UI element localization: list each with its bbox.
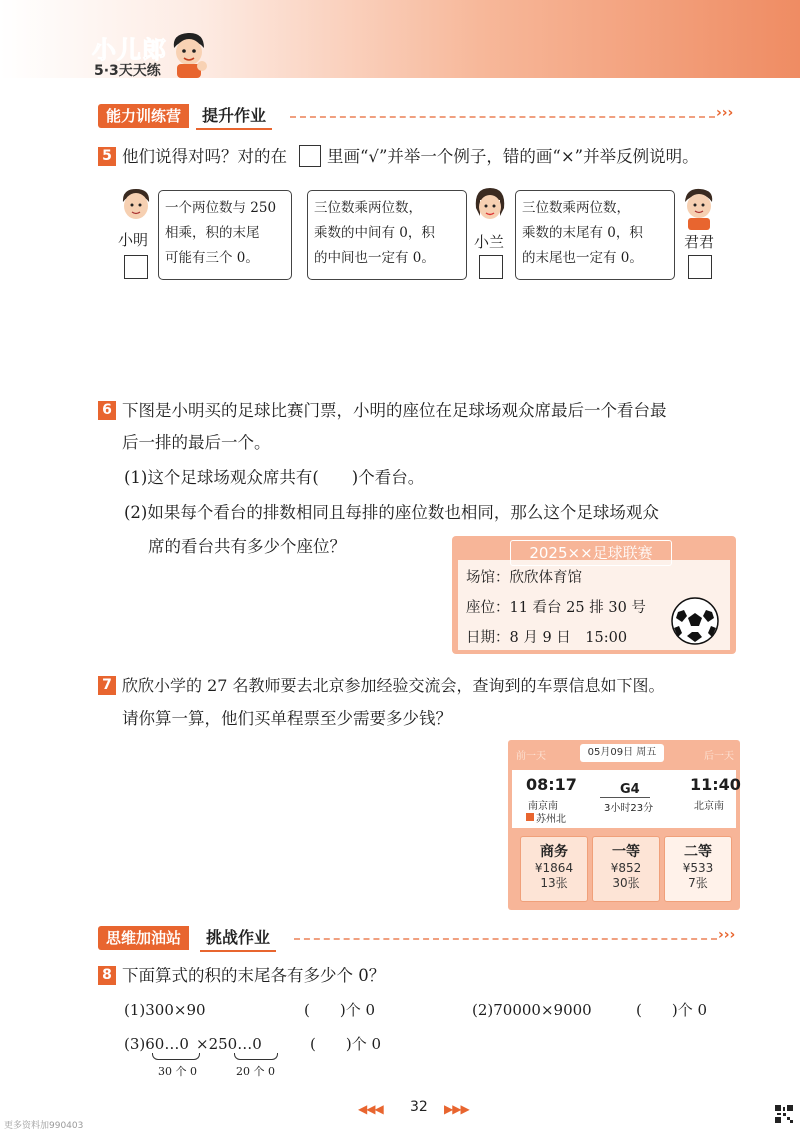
q5-text-b: 里画“√”并举一个例子，错的画“×”并举反例说明。 <box>327 147 699 166</box>
prev-page-icon[interactable]: ◀◀◀ <box>358 1102 383 1116</box>
seat-price: ¥533 <box>682 861 714 875</box>
q8-item2-expr: (2)70000×9000 <box>472 1001 592 1019</box>
underbrace-a <box>152 1053 200 1060</box>
section-arrow-icon: ››› <box>718 927 736 943</box>
next-day-link[interactable]: 后一天 <box>704 751 734 762</box>
ticket-title: 2025××足球联赛 <box>510 540 672 566</box>
seat-class-name: 一等 <box>612 844 640 860</box>
speech-bubble-xiaoming <box>158 190 292 280</box>
q8-item3-expr-b: ×250…0 <box>196 1035 262 1053</box>
qr-code-icon <box>774 1104 794 1124</box>
q6-sub1: (1)这个足球场观众席共有( )个看台。 <box>124 468 425 487</box>
q5-example-checkbox <box>299 145 321 167</box>
q5-text-a: 他们说得对吗？对的在 <box>122 147 287 166</box>
question-number-7: 7 <box>98 676 116 695</box>
bubble-line: 相乘，积的末尾 <box>165 225 260 241</box>
ticket-seat: 座位：11 看台 25 排 30 号 <box>466 600 646 616</box>
answer-checkbox-xiaolan[interactable] <box>479 255 503 279</box>
mascot-icon <box>168 30 210 80</box>
q8-note-a: 30 个 0 <box>158 1065 197 1078</box>
section-arrow-icon: ››› <box>716 105 734 121</box>
ticket-date: 日期：8 月 9 日 15:00 <box>466 630 628 646</box>
bubble-line: 的末尾也一定有 0。 <box>522 250 643 266</box>
seat-count: 7张 <box>688 876 708 890</box>
bubble-line: 三位数乘两位数， <box>522 200 630 216</box>
answer-checkbox-junjun[interactable] <box>688 255 712 279</box>
q7-line1: 欣欣小学的 27 名教师要去北京参加经验交流会，查询到的车票信息如下图。 <box>122 676 665 695</box>
seat-class-name: 二等 <box>684 844 712 860</box>
page-number: 32 <box>410 1099 428 1115</box>
question-number-8: 8 <box>98 966 116 985</box>
depart-time: 08:17 <box>526 775 577 794</box>
route-line <box>600 797 650 798</box>
section-subtitle-improve: 提升作业 <box>196 104 272 130</box>
train-date-selector[interactable]: 05月09日 周五 <box>580 744 664 762</box>
kid-name-xiaolan: 小兰 <box>474 233 505 251</box>
q8-item1-answer: ( )个 0 <box>304 1001 376 1019</box>
next-page-icon[interactable]: ▶▶▶ <box>444 1102 469 1116</box>
train-number: G4 <box>620 782 640 797</box>
seat-class-business[interactable] <box>520 836 588 902</box>
kid-name-junjun: 君君 <box>684 233 715 251</box>
seat-count: 30张 <box>612 876 640 890</box>
speech-bubble-xiaolan <box>307 190 467 280</box>
question-number-5: 5 <box>98 147 116 166</box>
bubble-line: 三位数乘两位数， <box>314 200 422 216</box>
bubble-line: 乘数的末尾有 0，积 <box>522 225 643 241</box>
question-number-6: 6 <box>98 401 116 420</box>
seat-class-name: 商务 <box>540 844 568 860</box>
section-divider <box>294 938 717 940</box>
bubble-line: 一个两位数与 250 <box>165 200 277 216</box>
q8-note-b: 20 个 0 <box>236 1065 275 1078</box>
q6-line2: 后一排的最后一个。 <box>122 433 271 452</box>
via-station: 苏州北 <box>536 814 566 825</box>
seat-price: ¥1864 <box>534 861 574 875</box>
depart-station: 南京南 <box>528 801 558 812</box>
arrive-station: 北京南 <box>694 801 724 812</box>
seat-class-second[interactable] <box>664 836 732 902</box>
bubble-line: 乘数的中间有 0，积 <box>314 225 435 241</box>
answer-checkbox-xiaoming[interactable] <box>124 255 148 279</box>
q6-sub2-line2: 席的看台共有多少个座位？ <box>148 537 346 556</box>
q8-item3-answer: ( )个 0 <box>310 1035 382 1053</box>
seat-count: 13张 <box>540 876 568 890</box>
section-divider <box>290 116 715 118</box>
q7-line2: 请你算一算，他们买单程票至少需要多少钱？ <box>122 709 452 728</box>
via-station-icon <box>526 813 534 821</box>
prev-day-link[interactable]: 前一天 <box>516 751 546 762</box>
q6-sub2-line1: (2)如果每个看台的排数相同且每排的座位数也相同，那么这个足球场观众 <box>124 503 659 522</box>
train-duration: 3小时23分 <box>604 803 654 814</box>
bubble-line: 的中间也一定有 0。 <box>314 250 435 266</box>
brand-logo: 小儿郎 <box>92 36 167 64</box>
section-tag-thinking: 思维加油站 <box>98 926 189 950</box>
ticket-venue: 场馆：欣欣体育馆 <box>466 570 582 586</box>
seat-class-first[interactable] <box>592 836 660 902</box>
q8-item1-expr: (1)300×90 <box>124 1001 206 1019</box>
boy-xiaoming-icon <box>118 186 154 226</box>
bubble-line: 可能有三个 0。 <box>165 250 259 266</box>
watermark-text: 更多资料加990403 <box>4 1121 84 1131</box>
section-tag-ability: 能力训练营 <box>98 104 189 128</box>
q8-text: 下面算式的积的末尾各有多少个 0？ <box>122 966 386 985</box>
q8-item2-answer: ( )个 0 <box>636 1001 708 1019</box>
girl-xiaolan-icon <box>472 186 508 228</box>
boy-junjun-icon <box>680 186 718 230</box>
q8-item3-expr-a: (3)60…0 <box>124 1035 189 1053</box>
soccer-ball-icon <box>670 596 720 646</box>
seat-price: ¥852 <box>610 861 642 875</box>
section-subtitle-challenge: 挑战作业 <box>200 926 276 952</box>
brand-series: 5·3天天练 <box>94 63 161 79</box>
q6-line1: 下图是小明买的足球比赛门票，小明的座位在足球场观众席最后一个看台最 <box>122 401 667 420</box>
arrive-time: 11:40 <box>690 775 741 794</box>
speech-bubble-junjun <box>515 190 675 280</box>
underbrace-b <box>234 1053 278 1060</box>
kid-name-xiaoming: 小明 <box>118 231 149 249</box>
